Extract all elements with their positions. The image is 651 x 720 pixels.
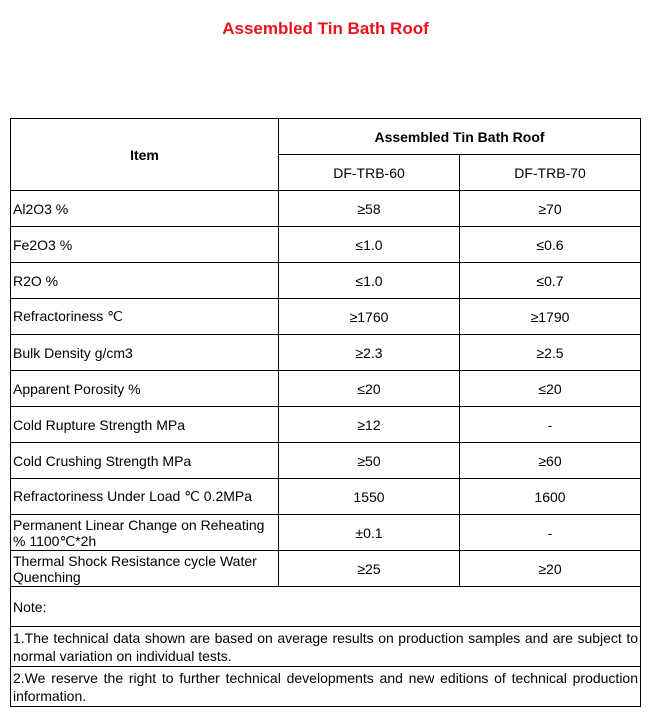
- row-item: Bulk Density g/cm3: [11, 335, 279, 371]
- table-row: [11, 335, 641, 371]
- row-item: Thermal Shock Resistance cycle Water Quenching: [11, 551, 279, 587]
- row-item: Refractoriness Under Load ℃ 0.2MPa: [11, 479, 279, 515]
- row-item: Al2O3 %: [11, 191, 279, 227]
- table-row: [11, 263, 641, 299]
- row-value: ≥2.3: [279, 335, 460, 371]
- table-row: [11, 479, 641, 515]
- row-value: ≤20: [460, 371, 641, 407]
- row-item: Apparent Porosity %: [11, 371, 279, 407]
- row-value: ≥12: [279, 407, 460, 443]
- row-value: -: [460, 515, 641, 551]
- row-item: Refractoriness ℃: [11, 299, 279, 335]
- row-value: -: [460, 407, 641, 443]
- row-item: Fe2O3 %: [11, 227, 279, 263]
- note-label: Note:: [11, 587, 641, 627]
- row-value: ≤0.7: [460, 263, 641, 299]
- row-item: Cold Rupture Strength MPa: [11, 407, 279, 443]
- table-row: [11, 191, 641, 227]
- row-item: Permanent Linear Change on Reheating % 1100℃*2h: [11, 515, 279, 551]
- table-row: [11, 443, 641, 479]
- row-value: ≥25: [279, 551, 460, 587]
- row-value: ≥58: [279, 191, 460, 227]
- row-value: ≥1760: [279, 299, 460, 335]
- row-item: Cold Crushing Strength MPa: [11, 443, 279, 479]
- spec-table: [10, 118, 641, 707]
- row-value: ≤0.6: [460, 227, 641, 263]
- row-value: ≥60: [460, 443, 641, 479]
- table-row: [11, 515, 641, 551]
- table-row: [11, 551, 641, 587]
- row-value: ≥70: [460, 191, 641, 227]
- row-value: 1600: [460, 479, 641, 515]
- model-header: DF-TRB-70: [460, 155, 641, 191]
- row-value: ≤1.0: [279, 227, 460, 263]
- row-value: ±0.1: [279, 515, 460, 551]
- row-value: ≥50: [279, 443, 460, 479]
- note-item: 2.We reserve the right to further technical developments and new editions of technical production information.: [11, 667, 641, 707]
- row-value: ≤20: [279, 371, 460, 407]
- row-value: 1550: [279, 479, 460, 515]
- model-header: DF-TRB-60: [279, 155, 460, 191]
- table-row: [11, 407, 641, 443]
- table-row: [11, 371, 641, 407]
- table-row: [11, 227, 641, 263]
- item-header: Item: [11, 119, 279, 191]
- group-header: Assembled Tin Bath Roof: [279, 119, 641, 155]
- note-item: 1.The technical data shown are based on average results on production samples and are subject to normal variation on individual tests.: [11, 627, 641, 667]
- row-value: ≥1790: [460, 299, 641, 335]
- row-value: ≥20: [460, 551, 641, 587]
- row-item: R2O %: [11, 263, 279, 299]
- page-title: Assembled Tin Bath Roof: [222, 19, 429, 38]
- row-value: ≤1.0: [279, 263, 460, 299]
- table-row: [11, 299, 641, 335]
- row-value: ≥2.5: [460, 335, 641, 371]
